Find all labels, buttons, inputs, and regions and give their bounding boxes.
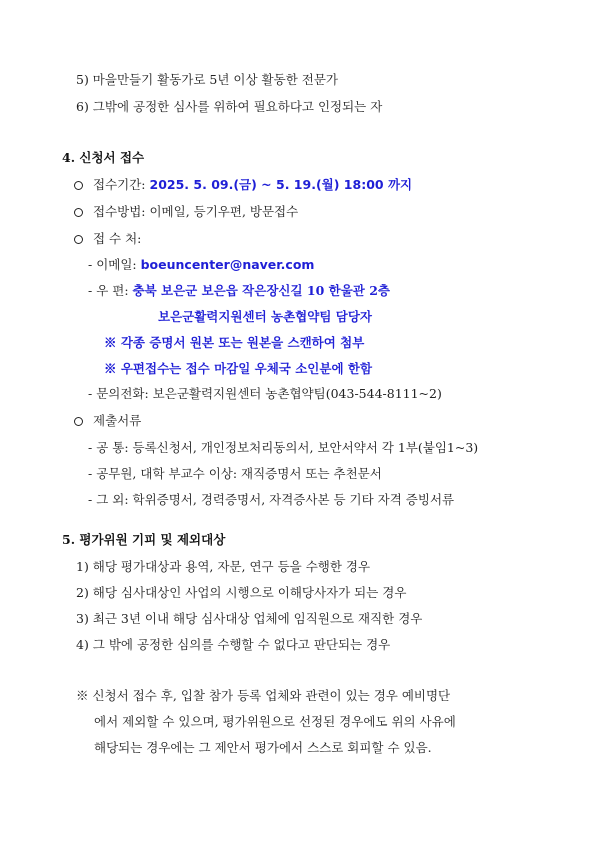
exclusion-item-2: 2) 해당 심사대상인 사업의 시행으로 이해당사자가 되는 경우 (76, 585, 407, 600)
footnote-line-2: 에서 제외할 수 있으며, 평가위원으로 선정된 경우에도 위의 사유에 (94, 714, 456, 729)
documents-label: 제출서류 (93, 413, 142, 428)
receipt-period-label: 접수기간: (93, 177, 150, 192)
email-label: - 이메일: (88, 257, 141, 272)
receipt-place-label: 접 수 처: (93, 231, 142, 246)
circle-bullet-icon (74, 181, 83, 190)
email-link[interactable]: boeuncenter@naver.com (140, 257, 315, 272)
receipt-method (74, 204, 298, 220)
receipt-period-value: 2025. 5. 09.(금) ~ 5. 19.(월) 18:00 까지 (149, 177, 413, 192)
contact-line: - 문의전화: 보은군활력지원센터 농촌협약팀(043-544-8111~2) (88, 386, 442, 401)
exclusion-item-1: 1) 해당 평가대상과 용역, 자문, 연구 등을 수행한 경우 (76, 559, 371, 574)
criteria-item-5: 5) 마을만들기 활동가로 5년 이상 활동한 전문가 (76, 72, 338, 87)
exclusion-item-4: 4) 그 밖에 공정한 심의를 수행할 수 없다고 판단되는 경우 (76, 637, 391, 652)
receipt-place (74, 231, 141, 247)
email-line (88, 257, 314, 273)
section5-heading: 5. 평가위원 기피 및 제외대상 (62, 532, 226, 547)
receipt-method-text: 접수방법: 이메일, 등기우편, 방문접수 (93, 204, 299, 219)
post-recipient: 보은군활력지원센터 농촌협약팀 담당자 (158, 309, 372, 324)
post-address: 충북 보은군 보은읍 작은장신길 10 한울관 2층 (132, 283, 390, 298)
footnote-line-1: ※ 신청서 접수 후, 입찰 참가 등록 업체와 관련이 있는 경우 예비명단 (76, 688, 451, 703)
documents-public: - 공무원, 대학 부교수 이상: 재직증명서 또는 추천문서 (88, 466, 382, 481)
post-line (88, 283, 390, 299)
receipt-period (74, 177, 412, 193)
exclusion-item-3: 3) 최근 3년 이내 해당 심사대상 업체에 임직원으로 재직한 경우 (76, 611, 423, 626)
circle-bullet-icon (74, 235, 83, 244)
circle-bullet-icon (74, 208, 83, 217)
circle-bullet-icon (74, 417, 83, 426)
note-postmark: ※ 우편접수는 접수 마감일 우체국 소인분에 한함 (104, 361, 373, 376)
documents-other: - 그 외: 학위증명서, 경력증명서, 자격증사본 등 기타 자격 증빙서류 (88, 492, 455, 507)
criteria-item-6: 6) 그밖에 공정한 심사를 위하여 필요하다고 인정되는 자 (76, 99, 383, 114)
post-label: - 우 편: (88, 283, 133, 298)
section4-heading: 4. 신청서 접수 (62, 150, 145, 165)
documents-heading (74, 413, 141, 429)
documents-common: - 공 통: 등록신청서, 개인정보처리동의서, 보안서약서 각 1부(붙임1~3) (88, 440, 479, 455)
footnote-line-3: 해당되는 경우에는 그 제안서 평가에서 스스로 회피할 수 있음. (94, 740, 432, 755)
note-original-docs: ※ 각종 증명서 원본 또는 원본을 스캔하여 첨부 (104, 335, 365, 350)
